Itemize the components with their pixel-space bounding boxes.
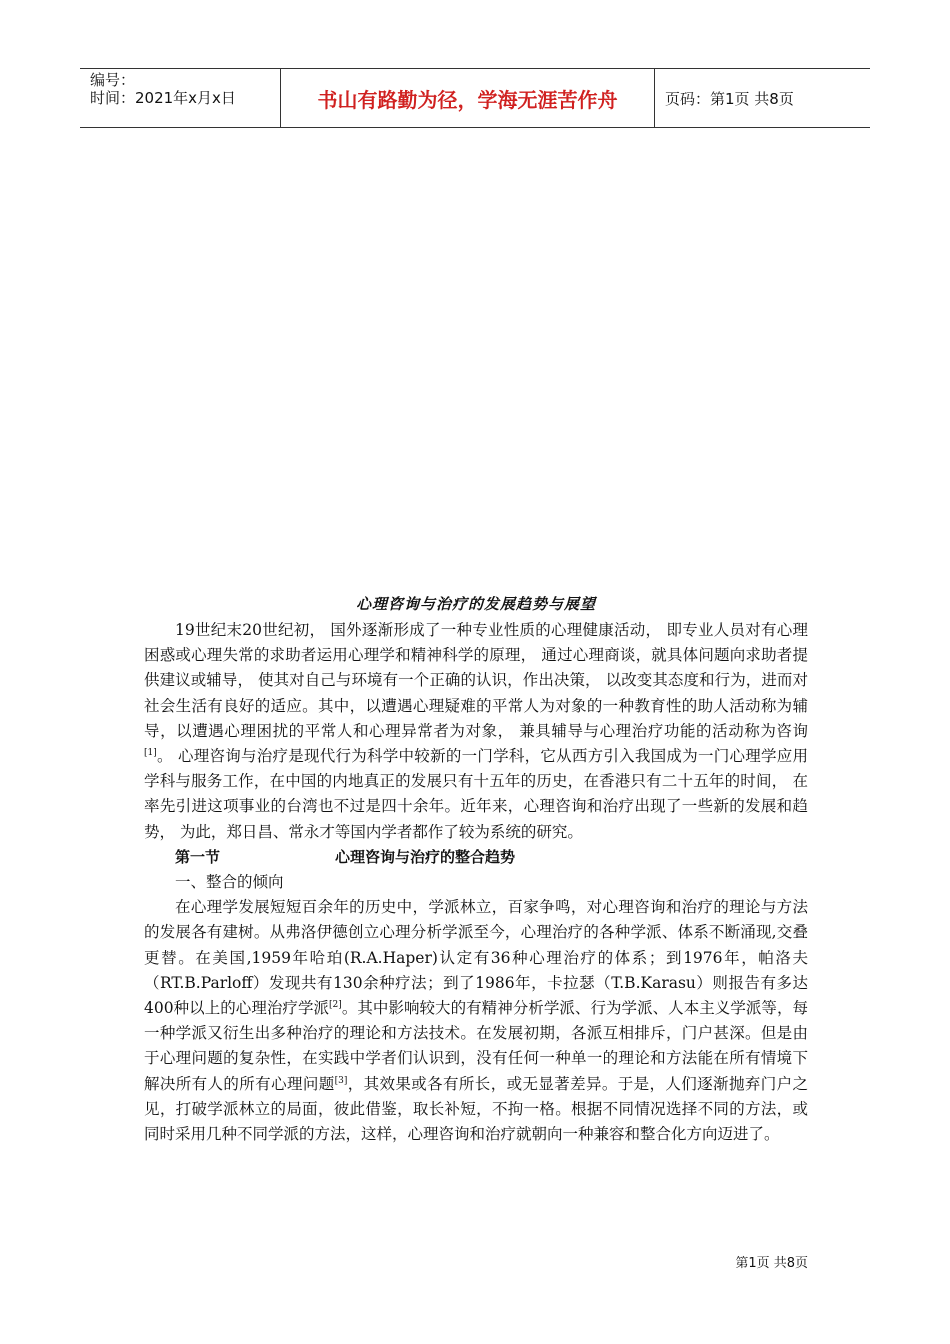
- header-meta: [80, 69, 280, 127]
- body-text-1: 在心理学发展短短百余年的历史中，学派林立，百家争鸣，对心理咨询和治疗的理论与方法的发展各有建树。从弗洛伊德创立心理分析学派至今，心理治疗的各种学派、体系不断涌现,交叠更替。在美国,1959年哈珀(R.A.Haper)认定有36种心理治疗的体系；到1976年，帕洛夫（RT.B.Parloff）发现共有130余种疗法；到了1986年，卡拉瑟（T.B.Karasu）则报告有多达400种以上的心理治疗学派: [144, 898, 808, 1018]
- header-page-info: 页码：第1页 共8页: [665, 89, 794, 108]
- reference-3: [3]: [334, 1075, 348, 1086]
- subheading: 一、整合的倾向: [175, 873, 284, 892]
- body-paragraph: [144, 895, 808, 1147]
- date-label: 时间：2021年x月x日: [90, 89, 236, 107]
- reference-2: [2]: [329, 999, 342, 1010]
- section-heading: [144, 845, 808, 870]
- section-number: 第一节: [175, 847, 221, 866]
- number-label: 编号：: [90, 71, 136, 89]
- document-title: 心理咨询与治疗的发展趋势与展望: [355, 595, 596, 613]
- page-header: [80, 68, 870, 128]
- document-body: [144, 592, 808, 1147]
- intro-text-1: 19世纪末20世纪初， 国外逐渐形成了一种专业性质的心理健康活动， 即专业人员对有心理困惑或心理失常的求助者运用心理学和精神科学的原理， 通过心理商谈，就具体问题向求助者提供建议或辅导， 使其对自己与环境有一个正确的认识，作出决策， 以改变其态度和行为，进而对社会生活有良好的适应。其中，以遭遇心理疑难的平常人为对象的一种教育性的助人活动称为辅导，以遭遇心理困扰的平常人和心理异常者为对象， 兼具辅导与心理治疗功能的活动称为咨询: [144, 621, 808, 740]
- body-text-3: ，其效果或各有所长，或无显著差异。于是，人们逐渐抛弃门户之见，打破学派林立的局面，彼此借鉴，取长补短，不拘一格。根据不同情况选择不同的方法，或同时采用几种不同学派的方法，这样，心理咨询和治疗就朝向一种兼容和整合化方向迈进了。: [144, 1074, 808, 1144]
- intro-paragraph: [144, 618, 808, 845]
- body-text-2: 。其中影响较大的有精神分析学派、行为学派、人本主义学派等，每一种学派又衍生出多种治疗的理论和方法技术。在发展初期，各派互相排斥，门户甚深。但是由于心理问题的复杂性，在实践中学者们认识到，没有任何一种单一的理论和方法能在所有情境下解决所有人的所有心理问题: [144, 999, 808, 1093]
- footer-page-info: 第1页 共8页: [735, 1256, 808, 1271]
- section-title: 心理咨询与治疗的整合趋势: [335, 847, 516, 866]
- reference-1: [1]: [144, 747, 157, 758]
- intro-text-2: 。 心理咨询与治疗是现代行为科学中较新的一门学科，它从西方引入我国成为一门心理学应用学科与服务工作，在中国的内地真正的发展只有十五年的历史，在香港只有二十五年的时间， 在率先引进这项事业的台湾也不过是四十余年。近年来，心理咨询和治疗出现了一些新的发展和趋势， 为此，郑日昌、常永才等国内学者都作了较为系统的研究。: [144, 747, 808, 841]
- header-motto: 书山有路勤为径，学海无涯苦作舟: [280, 69, 655, 127]
